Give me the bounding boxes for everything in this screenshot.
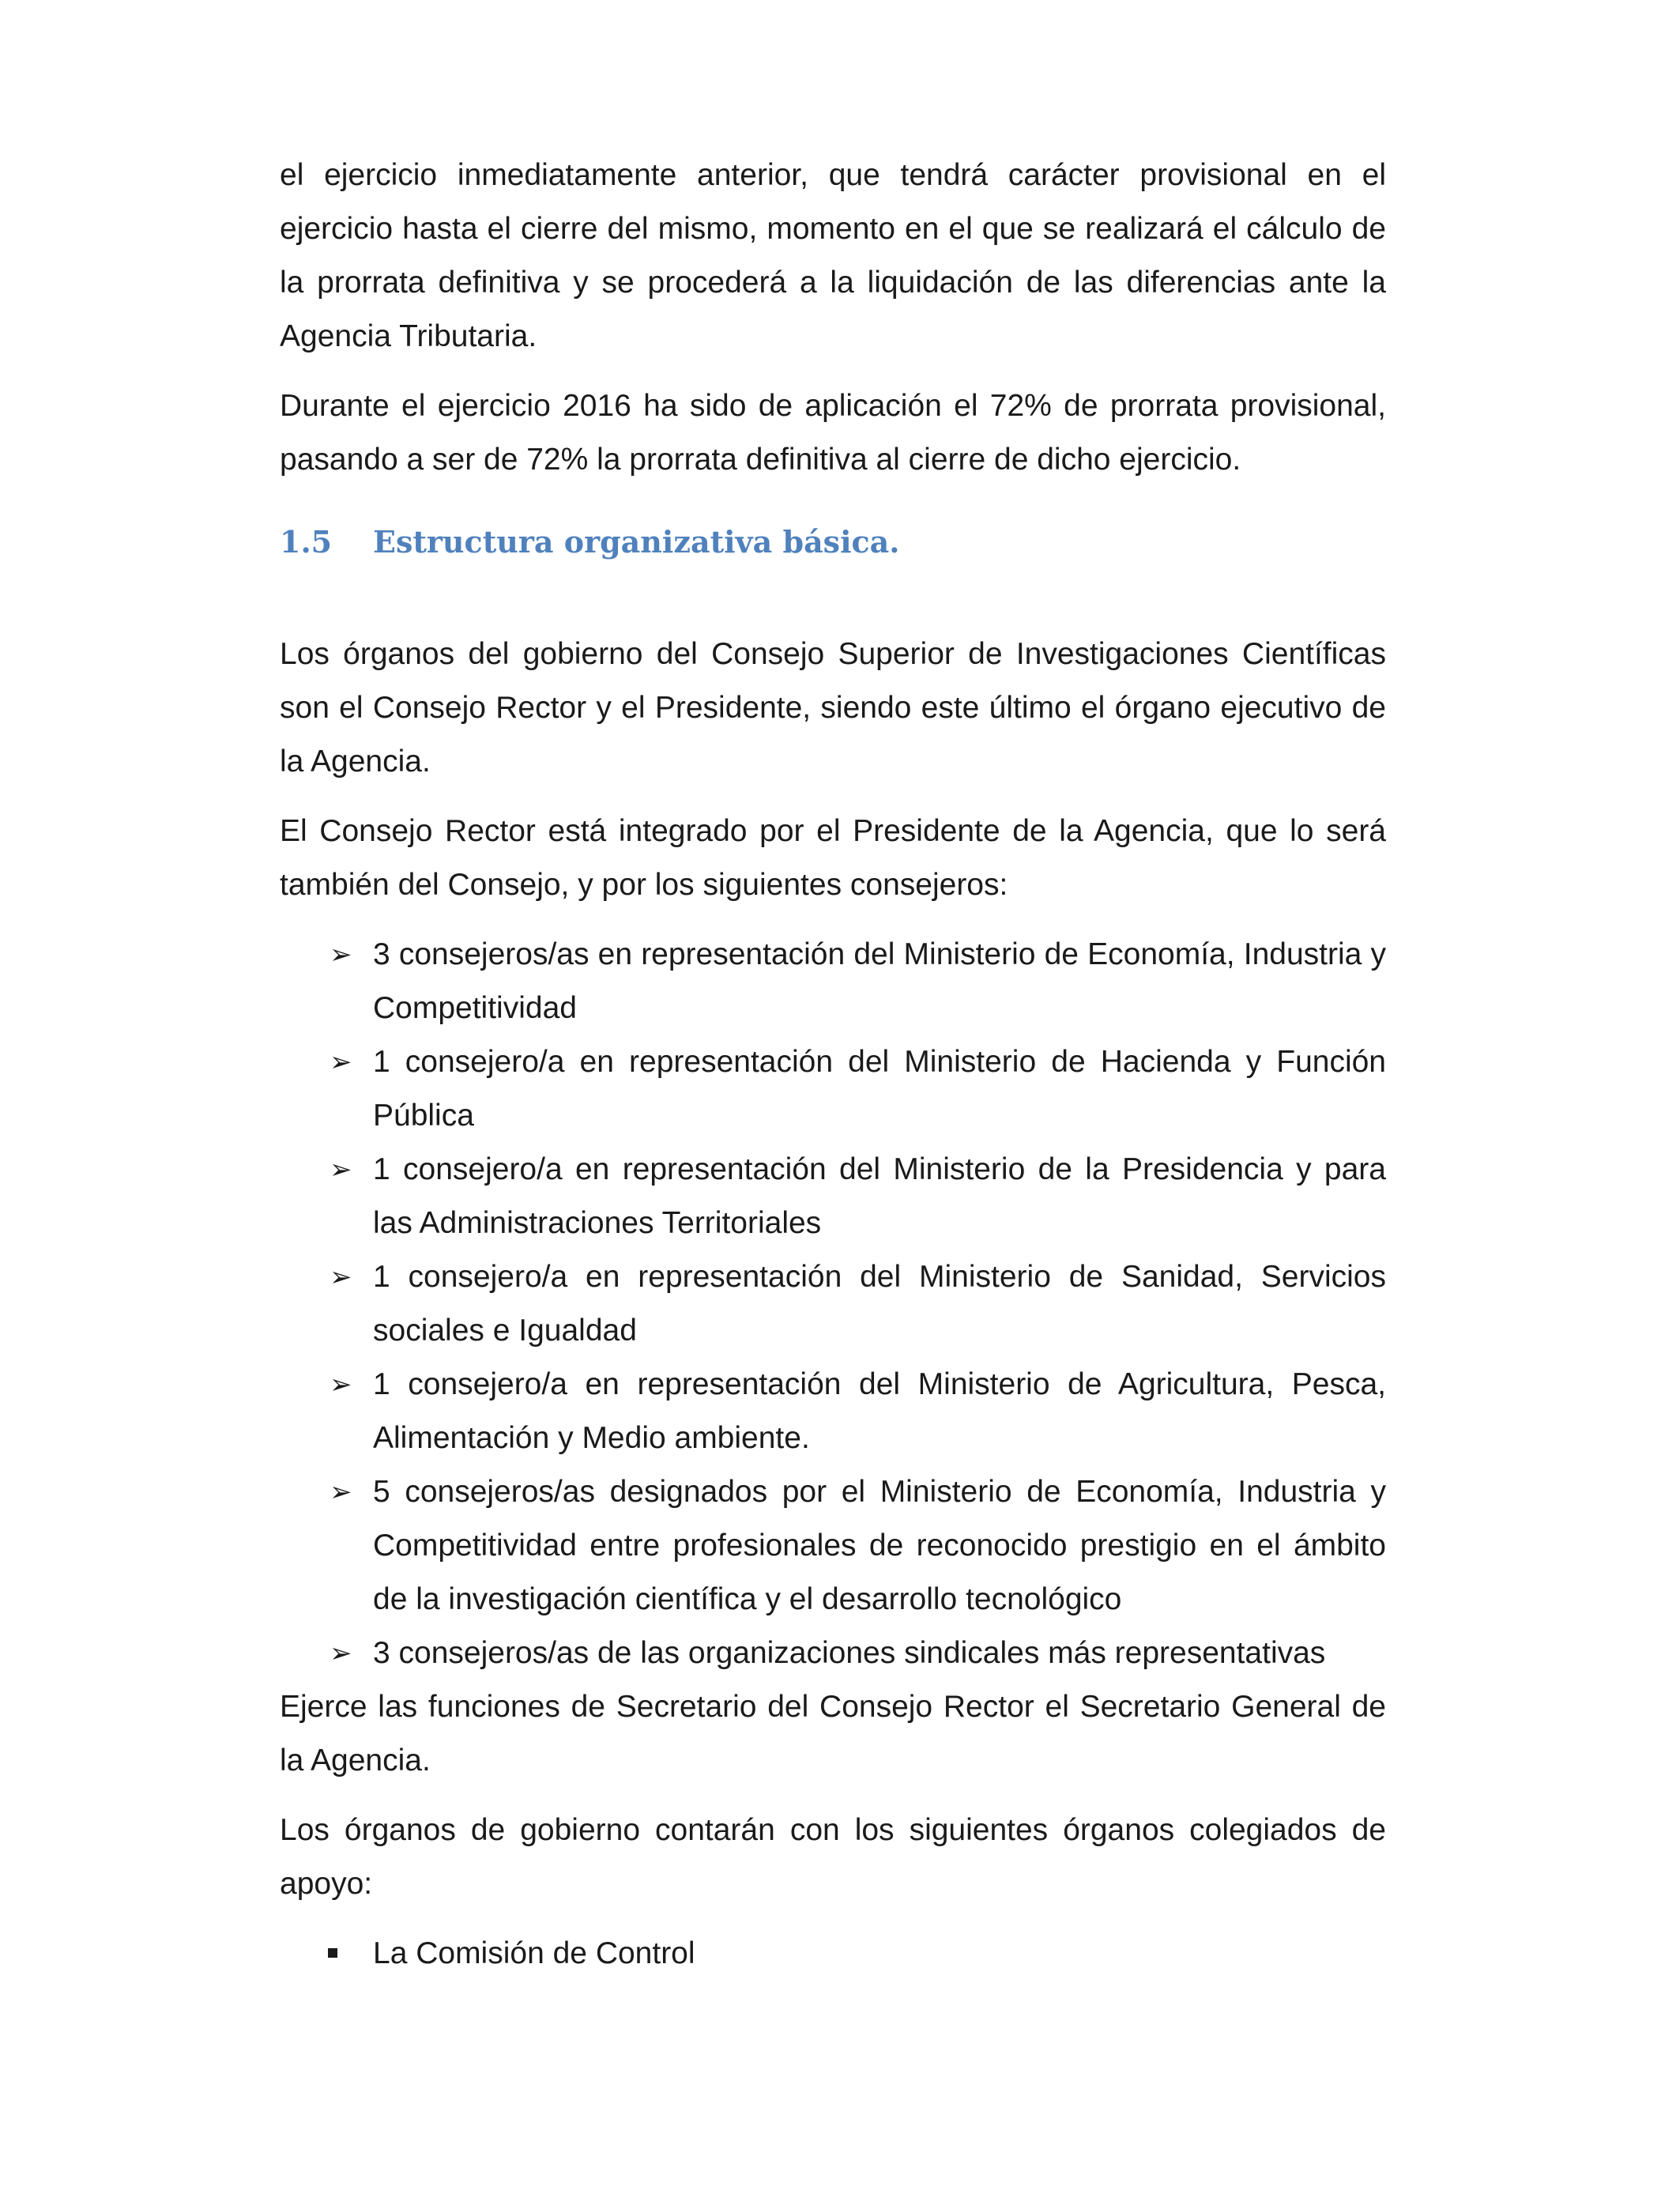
- arrow-bullet-icon: ➢: [330, 1046, 352, 1078]
- arrow-bullet-icon: ➢: [330, 1154, 352, 1186]
- organos-apoyo-list: [280, 1927, 1386, 1981]
- list-item-text: 3 consejeros/as de las organizaciones sindicales más representativas: [373, 1636, 1326, 1670]
- section-number: 1.5: [280, 524, 333, 560]
- paragraph-organos-colegiados: Los órganos de gobierno contarán con los siguientes órganos colegiados de apoyo:: [280, 1813, 1386, 1901]
- paragraph-prorrata-2016: Durante el ejercicio 2016 ha sido de aplicación el 72% de prorrata provisional, pasando a ser de 72% la prorrata definitiva al cierre de dicho ejercicio.: [280, 389, 1386, 477]
- square-bullet-icon: [328, 1948, 337, 1958]
- list-item: [280, 1927, 1386, 1981]
- arrow-bullet-icon: ➢: [330, 1261, 352, 1293]
- list-item-text: 3 consejeros/as en representación del Ministerio de Economía, Industria y Competitividad: [373, 937, 1386, 1025]
- arrow-bullet-icon: ➢: [330, 1369, 352, 1400]
- list-item-text: 5 consejeros/as designados por el Ministerio de Economía, Industria y Competitividad entre profesionales de reconocido prestigio en el ámbito de la investigación científica y el desarrollo tecnológico: [373, 1475, 1386, 1616]
- list-item-text: 1 consejero/a en representación del Ministerio de Agricultura, Pesca, Alimentación y Medio ambiente.: [373, 1367, 1386, 1455]
- paragraph-consejo-rector: El Consejo Rector está integrado por el Presidente de la Agencia, que lo será también del Consejo, y por los siguientes consejeros:: [280, 814, 1386, 902]
- paragraph-organos-gobierno: Los órganos del gobierno del Consejo Superior de Investigaciones Científicas son el Consejo Rector y el Presidente, siendo este último el órgano ejecutivo de la Agencia.: [280, 637, 1386, 778]
- list-item-text: La Comisión de Control: [373, 1936, 695, 1970]
- arrow-bullet-icon: ➢: [330, 1638, 352, 1669]
- list-item: [280, 1358, 1386, 1465]
- document-page: [280, 149, 1386, 1981]
- list-item-text: 1 consejero/a en representación del Ministerio de la Presidencia y para las Administraciones Territoriales: [373, 1152, 1386, 1240]
- list-item: [280, 928, 1386, 1035]
- list-item-text: 1 consejero/a en representación del Ministerio de Sanidad, Servicios sociales e Igualdad: [373, 1260, 1386, 1348]
- list-item: [280, 1250, 1386, 1358]
- section-heading: [280, 518, 1386, 566]
- list-item: [280, 1627, 1386, 1680]
- section-title: Estructura organizativa básica.: [373, 524, 900, 560]
- paragraph-prorrata-provisional: el ejercicio inmediatamente anterior, que tendrá carácter provisional en el ejercicio hasta el cierre del mismo, momento en el que se realizará el cálculo de la prorrata definitiva y se procederá a la liquidación de las diferencias ante la Agencia Tributaria.: [280, 158, 1386, 353]
- paragraph-secretario: Ejerce las funciones de Secretario del Consejo Rector el Secretario General de la Agencia.: [280, 1690, 1386, 1777]
- consejeros-list: [280, 928, 1386, 1680]
- arrow-bullet-icon: ➢: [330, 939, 352, 971]
- arrow-bullet-icon: ➢: [330, 1476, 352, 1508]
- list-item: [280, 1143, 1386, 1250]
- list-item: [280, 1465, 1386, 1627]
- list-item: [280, 1035, 1386, 1143]
- list-item-text: 1 consejero/a en representación del Ministerio de Hacienda y Función Pública: [373, 1045, 1386, 1133]
